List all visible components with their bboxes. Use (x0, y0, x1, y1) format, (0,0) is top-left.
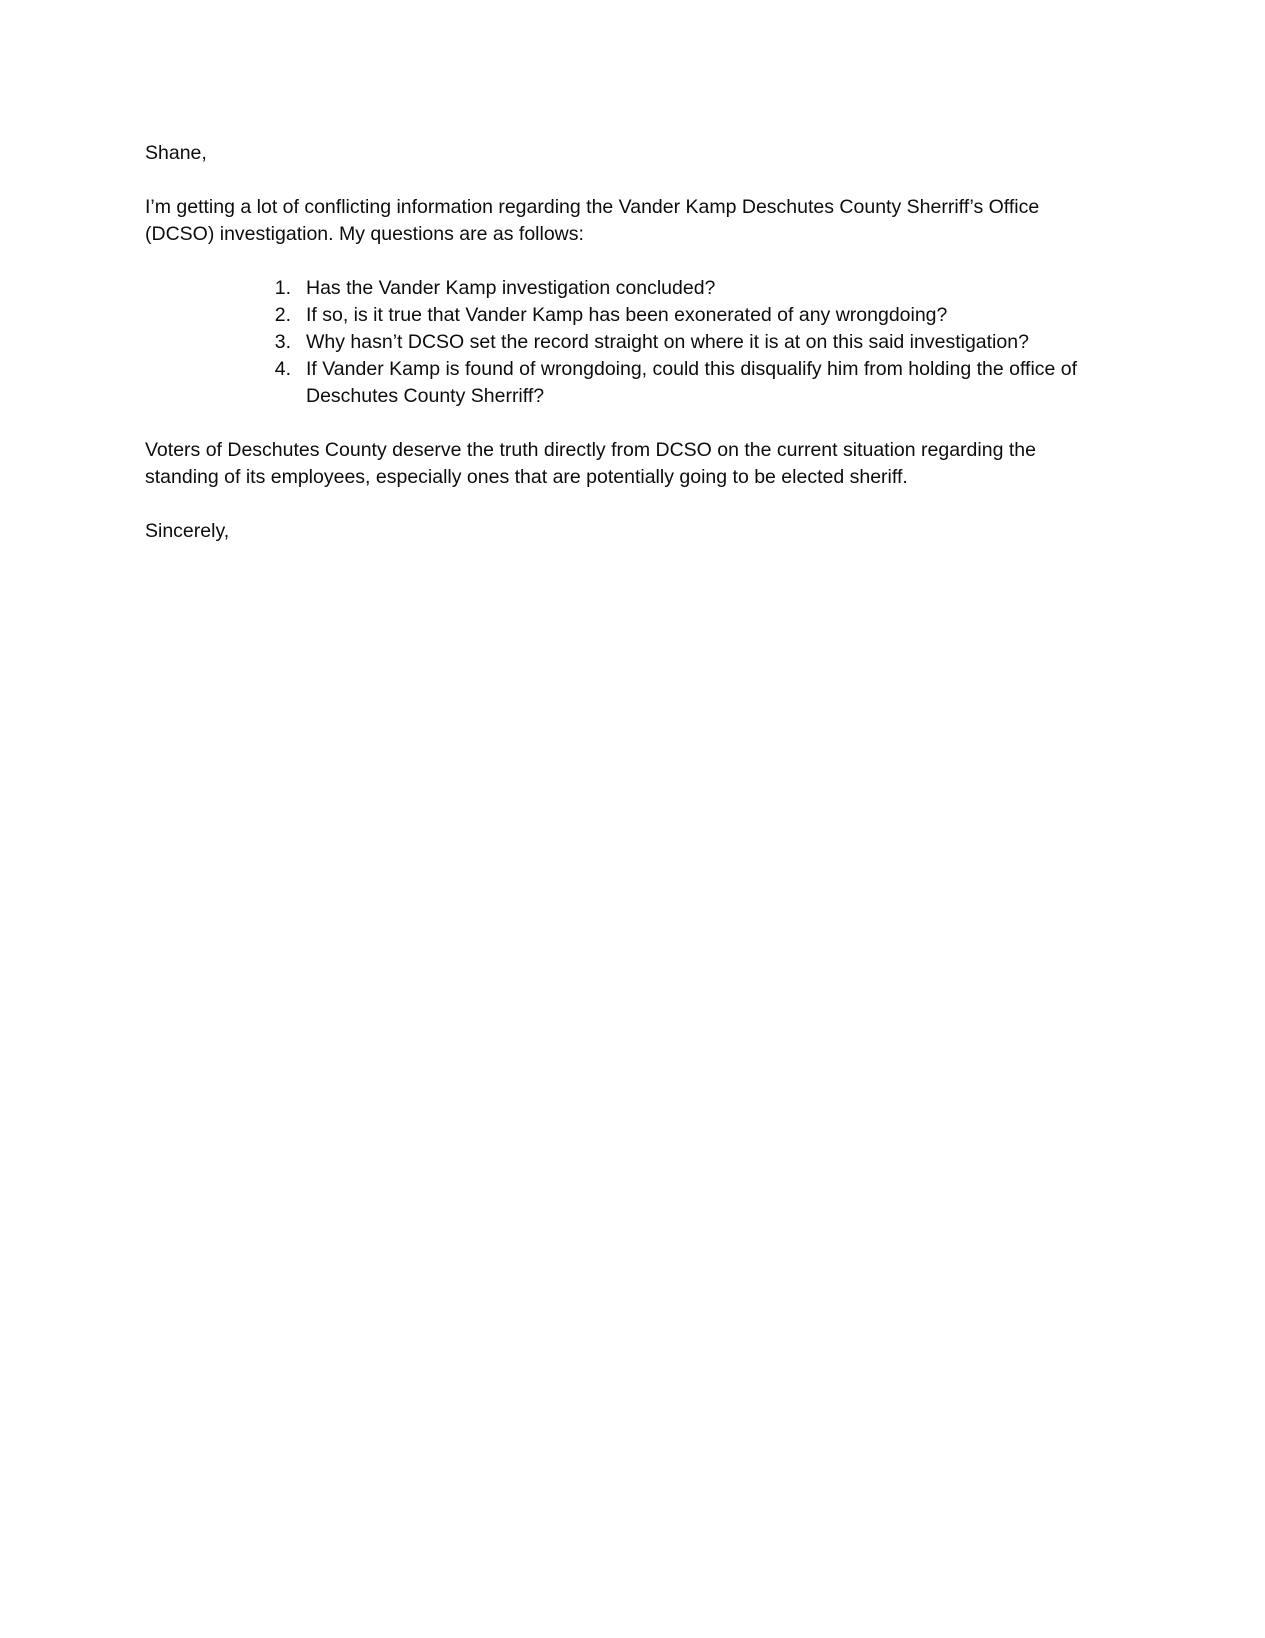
list-item: If Vander Kamp is found of wrongdoing, could this disqualify him from holding the office of Deschutes County Sherriff? (306, 358, 1078, 407)
list-item: Why hasn’t DCSO set the record straight on where it is at on this said investigation? (306, 331, 1029, 353)
salutation: Shane, (145, 142, 207, 164)
intro-paragraph: I’m getting a lot of conflicting information regarding the Vander Kamp Deschutes County Sherriff’s Office (DCSO) investigation. My questions are as follows: (145, 196, 1040, 245)
list-item: If so, is it true that Vander Kamp has been exonerated of any wrongdoing? (306, 304, 948, 326)
list-item: Has the Vander Kamp investigation concluded? (306, 277, 716, 299)
signoff: Sincerely, (145, 520, 230, 542)
questions-list (145, 275, 1115, 410)
document-body (145, 140, 1115, 545)
closing-paragraph: Voters of Deschutes County deserve the truth directly from DCSO on the current situation regarding the standing of its employees, especially ones that are potentially going to be elected sheriff. (145, 439, 1036, 488)
